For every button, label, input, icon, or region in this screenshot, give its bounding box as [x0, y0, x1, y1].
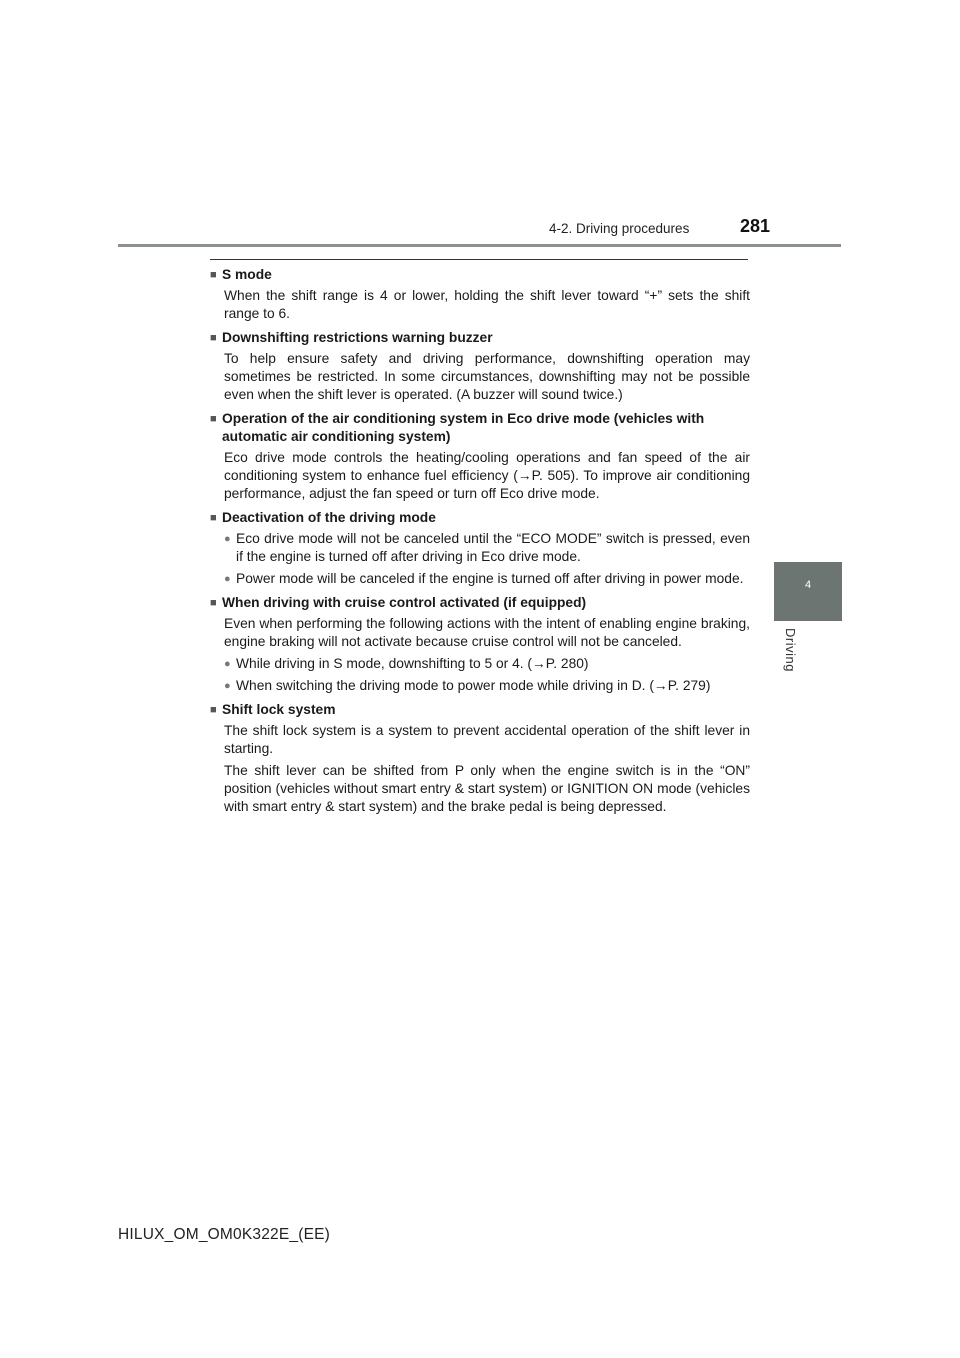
body-paragraph: Eco drive mode controls the heating/cooling operations and fan speed of the air conditioning system to enhance fuel efficiency (→P. 505). To improve air conditioning performance, adjust the fan speed or turn off Eco drive mode.: [224, 450, 750, 501]
section-title: When driving with cruise control activated (if equipped): [222, 595, 587, 610]
round-bullet-icon: ●: [224, 573, 231, 585]
section-heading: [210, 594, 750, 612]
header-rule: [118, 244, 841, 247]
section-heading: [210, 410, 750, 446]
body-paragraph: To help ensure safety and driving performance, downshifting operation may sometimes be restricted. In some circumstances, downshifting may not be possible even when the shift lever is operated. (A buzzer will sound twice.): [224, 351, 750, 402]
page-content: [210, 266, 750, 822]
chapter-label: Driving: [783, 628, 798, 672]
square-bullet-icon: ■: [210, 597, 217, 609]
section: [210, 509, 750, 588]
document-id: HILUX_OM_OM0K322E_(EE): [118, 1226, 331, 1243]
page-number: 281: [740, 216, 771, 236]
section-title: Shift lock system: [222, 702, 336, 717]
chapter-number: 4: [804, 579, 812, 591]
bullet-text: While driving in S mode, downshifting to 5 or 4. (→P. 280): [236, 656, 589, 671]
section-heading: [210, 266, 750, 284]
body-paragraph: The shift lever can be shifted from P only when the engine switch is in the “ON” position (vehicles without smart entry & start system) or IGNITION ON mode (vehicles with smart entry & start system) and the brake pedal is being depressed.: [224, 763, 750, 814]
square-bullet-icon: ■: [210, 269, 217, 281]
section-title: Downshifting restrictions warning buzzer: [222, 330, 493, 345]
bullet-item: [224, 530, 750, 566]
square-bullet-icon: ■: [210, 413, 217, 425]
section-heading: [210, 509, 750, 527]
chapter-tab: [774, 562, 842, 621]
round-bullet-icon: ●: [224, 533, 231, 545]
section: [210, 594, 750, 695]
body-paragraph: Even when performing the following actions with the intent of enabling engine braking, engine braking will not activate because cruise control will not be canceled.: [224, 616, 750, 649]
square-bullet-icon: ■: [210, 512, 217, 524]
section: [210, 410, 750, 503]
body-paragraph: When the shift range is 4 or lower, holding the shift lever toward “+” sets the shift range to 6.: [224, 288, 750, 321]
bullet-text: When switching the driving mode to power mode while driving in D. (→P. 279): [236, 678, 711, 693]
section: [210, 266, 750, 323]
round-bullet-icon: ●: [224, 680, 231, 692]
section-heading: [210, 329, 750, 347]
section-title: S mode: [222, 267, 272, 282]
bullet-item: [224, 677, 750, 695]
round-bullet-icon: ●: [224, 658, 231, 670]
section-title: Operation of the air conditioning system in Eco drive mode (vehicles with automatic air conditioning system): [222, 411, 705, 444]
bullet-text: Eco drive mode will not be canceled until the “ECO MODE” switch is pressed, even if the engine is turned off after driving in Eco drive mode.: [236, 531, 750, 564]
bullet-text: Power mode will be canceled if the engine is turned off after driving in power mode.: [236, 571, 744, 586]
bullet-item: [224, 655, 750, 673]
square-bullet-icon: ■: [210, 332, 217, 344]
section-heading: [210, 701, 750, 719]
bullet-item: [224, 570, 750, 588]
section: [210, 329, 750, 404]
running-header: 4-2. Driving procedures: [549, 221, 690, 236]
section: [210, 701, 750, 816]
content-top-rule: [210, 259, 748, 260]
section-title: Deactivation of the driving mode: [222, 510, 436, 525]
body-paragraph: The shift lock system is a system to prevent accidental operation of the shift lever in starting.: [224, 723, 750, 756]
square-bullet-icon: ■: [210, 704, 217, 716]
